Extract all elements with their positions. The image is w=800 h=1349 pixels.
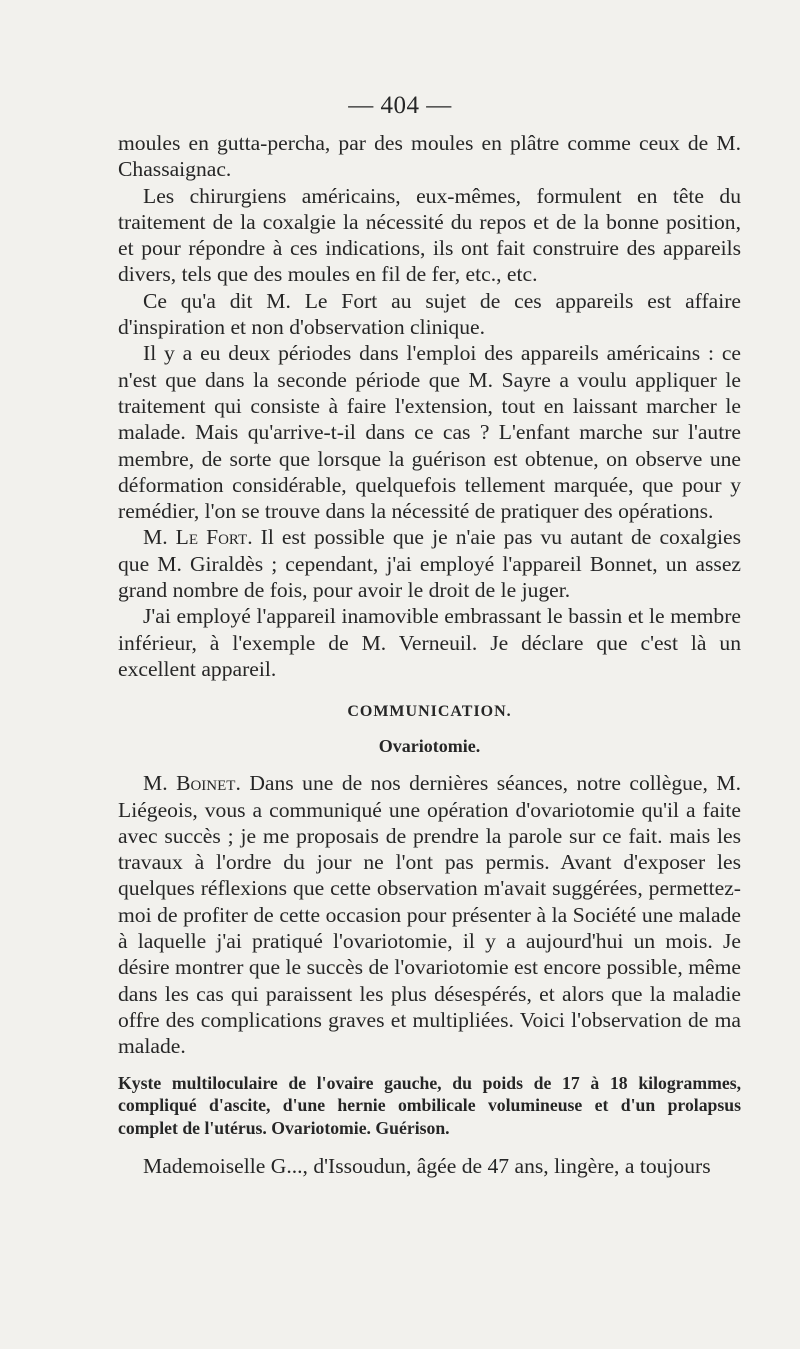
section-heading: COMMUNICATION. [347,703,512,721]
page-body [118,130,741,1180]
paragraph [118,524,741,603]
paragraph-text: Dans une de nos dernières séances, notre collègue, M. Liégeois, vous a communiqué une opération d'ovariotomie qu'il a faite avec succès ; je me proposais de prendre la parole sur ce fait. mais les travaux à l'ordre du jour ne l'ont pas permis. Avant d'exposer les quelques réflexions que cette observation m'avait suggérées, permettez-moi de profiter de cette occasion pour présenter à la Société une malade à laquelle j'ai pratiqué l'ovariotomie, il y a aujourd'hui un mois. Je désire montrer que le succès de l'ovariotomie est encore possible, même dans les cas qui paraissent les plus désespérés, et alors que la maladie offre des complications graves et multipliées. Voici l'observation de ma malade. [118,771,741,1059]
case-title: Kyste multiloculaire de l'ovaire gauche, du poids de 17 à 18 kilogrammes, compliqué d'ascite, d'une hernie ombilicale volumineuse et d'un prolapsus complet de l'utérus. Ovariotomie. Guérison. [118,1072,741,1138]
paragraph: J'ai employé l'appareil inamovible embrassant le bassin et le membre inférieur, à l'exemple de M. Verneuil. Je déclare que c'est là un excellent appareil. [118,604,741,681]
paragraph: moules en gutta-percha, par des moules en plâtre comme ceux de M. Chassaignac. [118,131,741,182]
section-subheading: Ovariotomie. [378,736,481,757]
page-number: — 404 — [348,92,452,119]
speaker-name: M. Le Fort. [143,525,253,550]
speaker-name: M. Boinet. [143,771,241,796]
paragraph: Ce qu'a dit M. Le Fort au sujet de ces appareils est affaire d'inspiration et non d'observation clinique. [118,288,741,340]
paragraph: Les chirurgiens américains, eux-mêmes, formulent en tête du traitement de la coxalgie la nécessité du repos et de la bonne position, et pour répondre à ces indications, ils ont fait construire des appareils divers, tels que des moules en fil de fer, etc., etc. [118,183,741,287]
paragraph: Mademoiselle G..., d'Issoudun, âgée de 47 ans, lingère, a toujours [143,1154,711,1179]
paragraph: Il y a eu deux périodes dans l'emploi des appareils américains : ce n'est que dans la seconde période que M. Sayre a voulu appliquer le traitement qui consiste à faire l'extension, tout en laissant marcher le malade. Mais qu'arrive-t-il dans ce cas ? L'enfant marche sur l'autre membre, de sorte que lorsque la guérison est obtenue, on observe une déformation considérable, quelquefois tellement marquée, que pour y remédier, l'on se trouve dans la nécessité de pratiquer des opérations. [118,341,741,524]
paragraph-text: Il est possible que je n'aie pas vu autant de coxalgies que M. Giraldès ; cependant, j'ai employé l'appareil Bonnet, un assez grand nombre de fois, pour avoir le droit de le juger. [118,525,741,603]
paragraph [118,770,741,1059]
